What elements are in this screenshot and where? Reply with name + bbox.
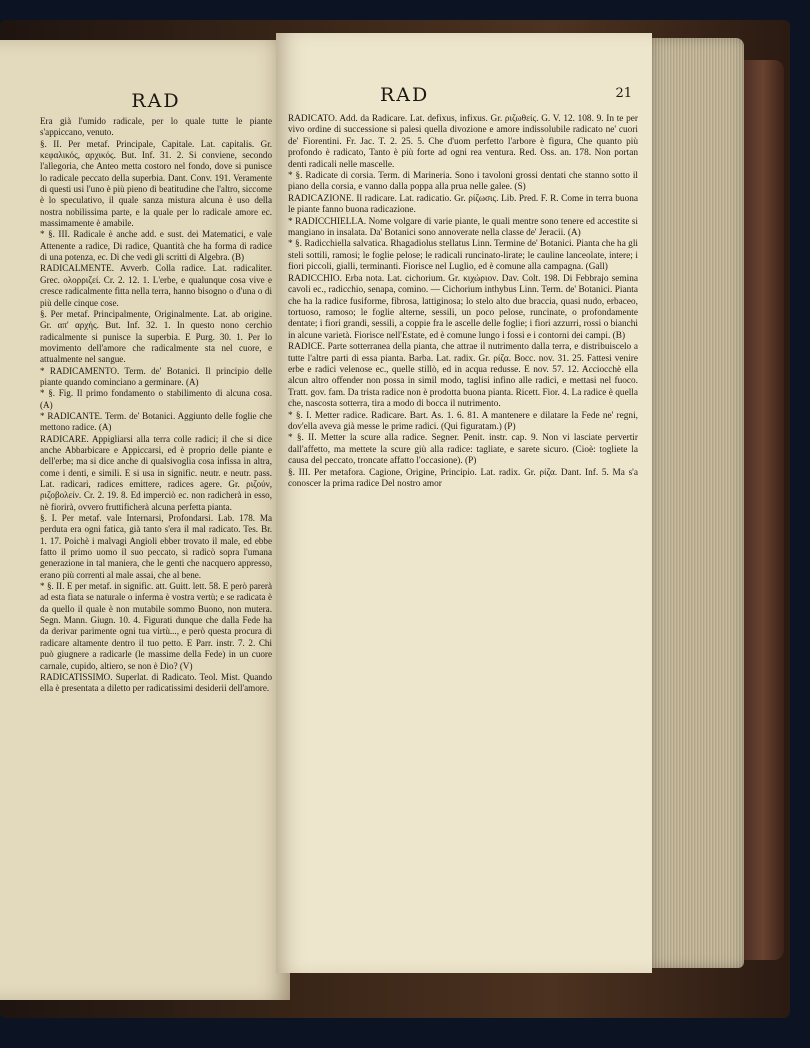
- right-page-header: [288, 84, 638, 114]
- dictionary-entry: * §. Radicchiella salvatica. Rhagadiolus stellatus Linn. Termine de' Botanici. Pianta che ha gli steli sottili, ramosi; le foglie pelose; le radicali runcinato-lirate; le cauline lanceolate, intere; i fiori piccoli, gialli, terminanti. Fiorisce nel Luglio, ed è comune alla campagna. (Gall): [288, 239, 638, 273]
- dictionary-entry: * RADICAMENTO. Term. de' Botanici. Il principio delle piante quando cominciano a germinare. (A): [40, 365, 272, 387]
- dictionary-entry: RADICATISSIMO. Superlat. di Radicato. Teol. Mist. Quando ella è presentata a diletto per radicatissimi desiderii dell'amore.: [40, 671, 272, 694]
- dictionary-entry: RADICCHIO. Erba nota. Lat. cichorium. Gr. κιχώριον. Dav. Colt. 198. Di Febbrajo semina cavoli ec., radicchio, senapa, comino. — Cichorium inthybus Linn. Term. de' Botanici. Pianta che ha la radice fusiforme, fibrosa, lattiginosa; lo stelo alto due braccia, quasi nudo, erbaceo, tortuoso, ramoso; le foglie alterne, sessili, un poco pelose, runcinate, o profondamente dentate; i fiori grandi, sessili, a coppie fra le ascelle delle foglie; i fiori azzurri, rossi o bianchi in alcune varietà. Fiorisce nell'Estate, ed è comune lungo i fossi e i contorni dei campi. (B): [288, 273, 638, 341]
- dictionary-entry: RADICE. Parte sotterranea della pianta, che attrae il nutrimento dalla terra, e distribuiscelo a tutte l'altre parti di essa pianta. Barba. Lat. radix. Gr. ρίζα. Bocc. nov. 31. 25. Fattesi venire erbe e radici velenose ec., quelle stillò, ed in acqua redusse. E nov. 57. 12. Acciocchè ella alcun altro offender non possa in simil modo, taglisi infino alle radici, e mettasi nel fuoco. Tratt. gov. fam. Da trista radice non è prodotta buona pianta. Ricett. Fior. 4. La radice è quella che, nascosta sotterra, tira a modo di bocca il nutrimento.: [288, 342, 638, 410]
- dictionary-entry: RADICARE. Appigliarsi alla terra colle radici; il che si dice anche Abbarbicare e Appiccarsi, ed è proprio delle piante e dell'erbe; ma si dice anche di qualsivoglia cosa infissa in altra, come i denti, e simili. E si usa in signific. neutr. e neutr. pass. Lat. radicari, radices emittere, radices agere. Gr. ριζούν, ριζοβολείν. Cr. 2. 19. 8. Ed imperciò ec. non radicherà in esso, nè fiorirà, ovvero fruttificherà alcuna perfetta pianta.: [40, 433, 272, 512]
- dictionary-entry: §. III. Per metafora. Cagione, Origine, Principio. Lat. radix. Gr. ρίζα. Dant. Inf. 5. Ma s'a conoscer la prima radice Del nostro amor: [288, 467, 638, 489]
- dictionary-entry: * §. Fig. Il primo fondamento o stabilimento di alcuna cosa. (A): [40, 388, 272, 410]
- dictionary-entry: * §. I. Metter radice. Radicare. Bart. As. 1. 6. 81. A mantenere e dilatare la Fede ne' regni, dov'ella aveva già messe le prime radici. (Qui figuratam.) (P): [288, 410, 638, 432]
- dictionary-entry: * RADICCHIELLA. Nome volgare di varie piante, le quali mentre sono tenere ed accestite si mangiano in insalata. Da' Botanici sono annoverate nella classe de' Jeracii. (A): [288, 216, 638, 239]
- dictionary-entry: Era già l'umido radicale, per lo quale tutte le piante s'appiccano, venuto.: [40, 116, 272, 138]
- dictionary-entry: §. Per metaf. Principalmente, Originalmente. Lat. ab origine. Gr. απ' αρχής. But. Inf. 32. 1. In questo nono cerchio radicalmente si punisce la superbia. E Purg. 30. 1. Per lo movimento dell'amore che radicalmente sta nel cuore, e attualmente nel sangue.: [40, 308, 272, 365]
- left-page-column: [40, 90, 272, 970]
- dictionary-entry: §. II. Per metaf. Principale, Capitale. Lat. capitalis. Gr. κεφαλικός, αρχικός. But. Inf. 31. 2. Si conviene, secondo l'allegoria, che Anteo metta costoro nel fondo, dove si punisce lo radicale peccato della superbia. Dant. Conv. 191. Veramente di questi usi l'uno è più pieno di beatitudine che l'altro, siccome è lo speculativo, il quale sanza mistura alcuna è uso della nostra nobilissima parte, e la quale per lo radicale amore ec. massimamente è amabile.: [40, 138, 272, 229]
- page-fore-edge: [652, 38, 744, 968]
- dictionary-entry: * RADICANTE. Term. de' Botanici. Aggiunto delle foglie che mettono radice. (A): [40, 410, 272, 433]
- right-running-head: RAD: [380, 84, 430, 106]
- book-spine-edge: [742, 60, 784, 960]
- dictionary-entry: * §. II. Metter la scure alla radice. Segner. Penit. instr. cap. 9. Non vi lasciate pervertir dall'affetto, ma mettete la scure giù alla radice: tagliate, e sarete sicuro. (Cioè: togliete la causa del peccato, troncate affatto l'occasione). (P): [288, 433, 638, 467]
- dictionary-entry: * §. II. E per metaf. in signific. att. Guitt. lett. 58. E però parerà ad esta fiata se naturale o inferma è vostra vertù; e se radicata è da quello il quale è non mutabile sommo Buono, non mutera. Segn. Mann. Giugn. 10. 4. Figurati dunque che dalla Fede ha da derivar parimente ogni tua virtù..., e però questa procura di radicare altamente dentro il tuo petto. E Parr. instr. 7. 2. Chi può giugnere a radicarle (le massime della Fede) in un cuore carnale, cupido, altiero, se non è Dio? (V): [40, 581, 272, 671]
- right-page-column: [288, 84, 638, 964]
- dictionary-entry: RADICATO. Add. da Radicare. Lat. defixus, infixus. Gr. ριζωθείς. G. V. 12. 108. 9. In te per vivo ordine di successione si palesi quella divozione e amore indissolubile radicato ne' cuori de' Fiorentini. Fr. Jac. T. 2. 25. 5. Che d'uom perfetto l'arbore è figura, Che quanto più profondo è radicato, Tanto è più forte ad ogni rea ventura. Red. Oss. an. 178. Non portan denti radicali nelle mascelle.: [288, 114, 638, 170]
- dictionary-entry: RADICAZIONE. Il radicare. Lat. radicatio. Gr. ρίζωσις. Lib. Pred. F. R. Come in terra buona le piante fanno buona radicazione.: [288, 193, 638, 216]
- page-number: 21: [615, 86, 632, 101]
- left-running-head: RAD: [131, 90, 181, 112]
- dictionary-entry: §. I. Per metaf. vale Internarsi, Profondarsi. Lab. 178. Ma perduta era ogni fatica, già tanto s'era il mal radicato. Tes. Br. 1. 17. Poichè i malvagi Angioli ebber trovato il male, ed ebbe fatto il primo uomo il suo peccato, sì radicò sopra l'umana generazione in tal maniera, che le genti che nacquero appresso, erano più correnti al male assai, che al bene.: [40, 513, 272, 580]
- dictionary-entry: * §. III. Radicale è anche add. e sust. dei Matematici, e vale Attenente a radice, Di radice, Quantità che ha forma di radice di una potenza, ec. Di che vedi gli scritti di Algebra. (B): [40, 229, 272, 263]
- dictionary-entry: RADICALMENTE. Avverb. Colla radice. Lat. radicaliter. Grec. ολορριζεί. Cr. 2. 12. 1. L'erbe, e qualunque cosa vive e cresce radicalmente fitta nella terra, hanno bisogno o d'una o di più delle cinque cose.: [40, 263, 272, 308]
- dictionary-entry: * §. Radicate di corsia. Term. di Marineria. Sono i tavoloni grossi dentati che stanno sotto il piano della corsia, e vanno dalla poppa alla prua nelle galee. (S): [288, 171, 638, 193]
